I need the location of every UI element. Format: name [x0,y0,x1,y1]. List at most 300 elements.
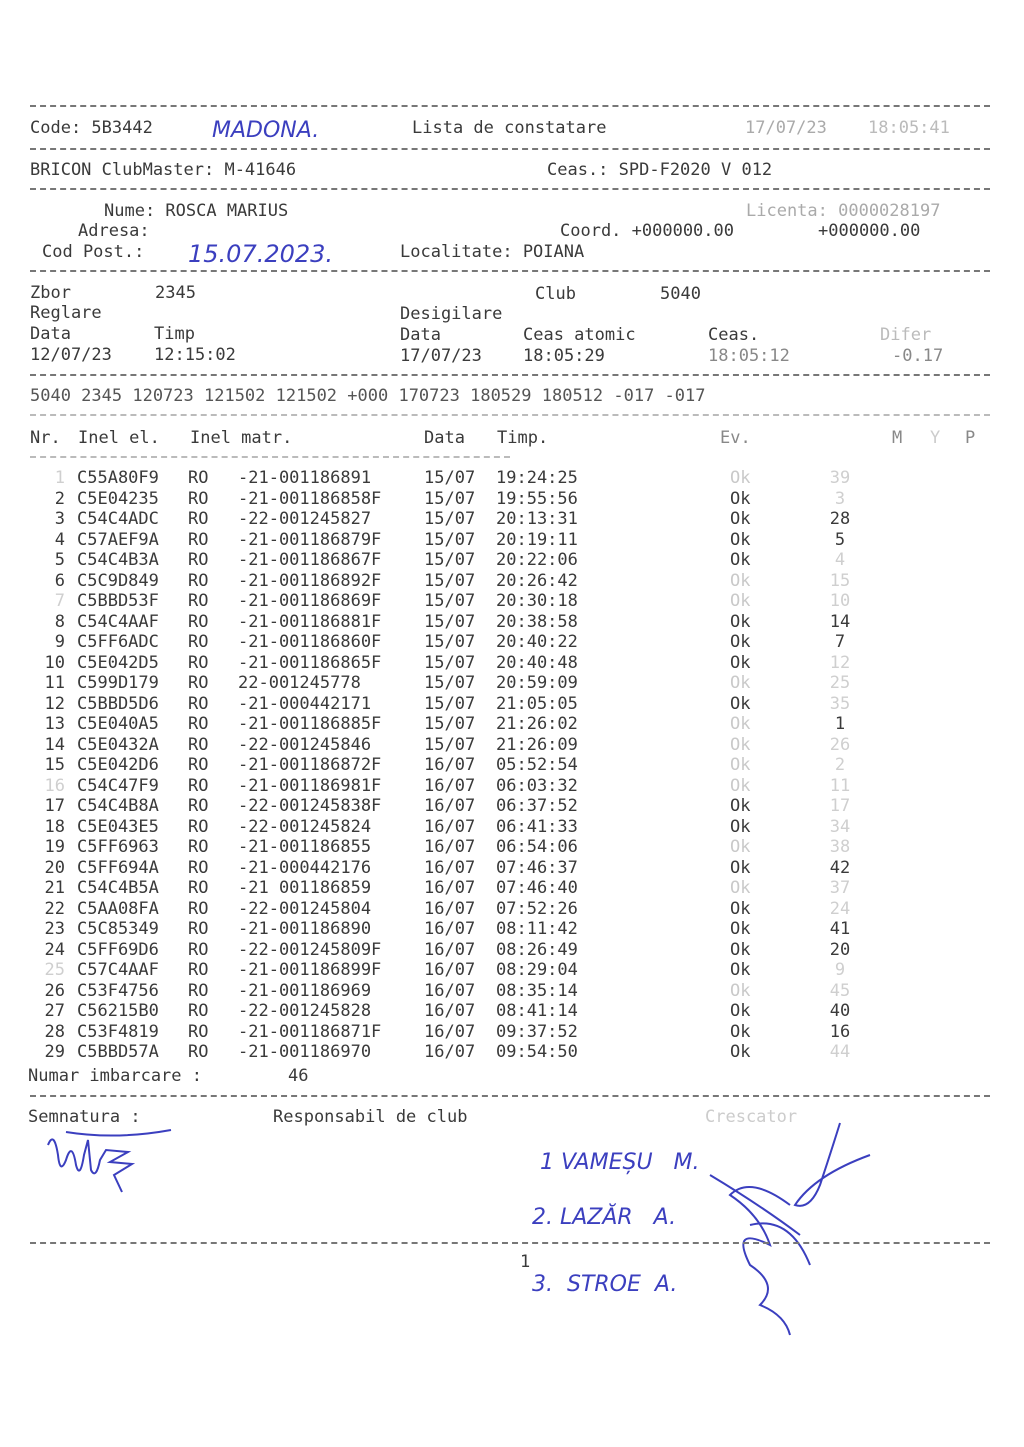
row-number: 26 [44,980,65,1001]
row-number: 18 [44,816,65,837]
arrival-time: 20:38:58 [496,611,578,632]
arrival-date: 15/07 [424,570,476,591]
electronic-ring: C57AEF9A [77,529,159,550]
club-label: Club [535,284,576,304]
row-number: 7 [54,591,65,611]
electronic-ring: C5E042D6 [77,755,159,775]
country-code: RO [188,1021,209,1042]
cod-post-label: Cod Post.: [42,242,145,262]
club-master: BRICON ClubMaster: M-41646 [30,160,297,180]
arrival-date: 15/07 [424,693,476,714]
arrival-time: 08:29:04 [496,960,578,980]
country-code: RO [188,468,209,488]
position-number: 39 [829,468,851,488]
row-number: 20 [44,857,65,878]
arrival-time: 20:30:18 [496,591,578,611]
timp-label: Timp [154,324,195,344]
table-row [40,571,940,592]
row-number: 9 [54,632,65,652]
event-status: Ok [730,1042,751,1062]
position-number: 10 [829,591,851,611]
ceas-atomic-label: Ceas atomic [523,325,636,345]
arrival-time: 06:37:52 [496,796,578,816]
row-number: 11 [44,673,65,693]
country-code: RO [188,796,209,816]
arrival-time: 20:19:11 [496,529,578,550]
arrival-time: 21:26:09 [496,734,578,755]
arrival-date: 16/07 [424,1021,476,1042]
event-status: Ok [730,529,751,550]
table-row [40,632,940,653]
arrival-date: 15/07 [424,468,476,488]
reglare-date: 12/07/23 [30,345,112,365]
desigilare-ceas-atomic: 18:05:29 [523,346,605,366]
ring-number: -21-001186969 [238,980,372,1001]
arrival-time: 20:13:31 [496,509,578,529]
coord-value-2: +000000.00 [818,221,921,241]
table-row [40,981,940,1002]
position-number: 38 [829,837,851,857]
results-table [40,468,940,1063]
arrival-date: 16/07 [424,898,476,919]
numar-imbarcare-label: Numar imbarcare : [28,1066,202,1086]
table-row [40,817,940,838]
row-number: 23 [44,919,65,939]
position-number: 35 [829,693,851,714]
country-code: RO [188,919,209,939]
row-number: 17 [44,796,65,816]
row-number: 16 [44,775,65,796]
table-row [40,919,940,940]
ring-number: -22-001245827 [238,509,372,529]
ring-number: -21-001186872F [238,755,382,775]
position-number: 5 [834,529,846,550]
arrival-date: 15/07 [424,673,476,693]
ring-number: -22-001245838F [238,796,382,816]
adresa-label: Adresa: [78,221,150,241]
country-code: RO [188,673,209,693]
table-row [40,468,940,489]
position-number: 2 [834,755,846,775]
semnatura-label: Semnatura : [28,1107,141,1127]
arrival-time: 06:41:33 [496,816,578,837]
arrival-date: 16/07 [424,919,476,939]
ring-number: -21-000442176 [238,857,372,878]
event-status: Ok [730,939,751,960]
header-time: 18:05:41 [868,118,950,138]
electronic-ring: C5E040A5 [77,714,159,734]
document-title: Lista de constatare [412,118,607,138]
arrival-time: 21:05:05 [496,693,578,714]
position-number: 9 [834,960,846,980]
country-code: RO [188,755,209,775]
electronic-ring: C54C4AAF [77,611,159,632]
arrival-time: 07:52:26 [496,898,578,919]
arrival-time: 09:37:52 [496,1021,578,1042]
arrival-time: 08:41:14 [496,1001,578,1021]
position-number: 42 [829,857,851,878]
table-row [40,776,940,797]
ceas-col-label: Ceas. [708,325,760,345]
col-y: Y [930,428,941,448]
table-row [40,550,940,571]
country-code: RO [188,939,209,960]
country-code: RO [188,693,209,714]
electronic-ring: C599D179 [77,673,159,693]
zbor-value: 2345 [155,283,196,303]
position-number: 45 [829,980,851,1001]
row-number: 13 [44,714,65,734]
position-number: 20 [829,939,851,960]
position-number: 17 [829,796,851,816]
arrival-date: 15/07 [424,714,476,734]
electronic-ring: C5E04235 [77,488,159,509]
table-row [40,735,940,756]
country-code: RO [188,632,209,652]
divider-2 [30,188,990,190]
country-code: RO [188,529,209,550]
witness-1: 1 VAMEȘU M. [540,1150,700,1175]
electronic-ring: C53F4756 [77,980,159,1001]
divider-1 [30,148,990,150]
table-row [40,878,940,899]
difer-label: Difer [880,325,932,345]
event-status: Ok [730,755,751,775]
desigilare-date: 17/07/23 [400,346,482,366]
arrival-time: 09:54:50 [496,1042,578,1062]
electronic-ring: C5AA08FA [77,898,159,919]
table-row [40,940,940,961]
event-status: Ok [730,591,751,611]
country-code: RO [188,1042,209,1062]
ring-number: -21-001186855 [238,837,372,857]
table-header-divider [30,456,510,458]
electronic-ring: C54C4B3A [77,550,159,570]
col-m: M [892,428,903,448]
country-code: RO [188,980,209,1001]
arrival-time: 07:46:37 [496,857,578,878]
arrival-time: 06:03:32 [496,775,578,796]
arrival-time: 08:11:42 [496,919,578,939]
event-status: Ok [730,693,751,714]
ring-number: -22-001245804 [238,898,372,919]
event-status: Ok [730,1021,751,1042]
club-value: 5040 [660,284,701,304]
table-row [40,591,940,612]
signature-semnatura [36,1120,186,1200]
country-code: RO [188,550,209,570]
event-status: Ok [730,550,751,570]
arrival-time: 20:26:42 [496,570,578,591]
position-number: 1 [834,714,846,734]
ring-number: -21-001186860F [238,632,382,652]
arrival-date: 16/07 [424,1001,476,1021]
arrival-date: 15/07 [424,632,476,652]
row-number: 1 [54,468,65,488]
arrival-time: 20:40:48 [496,652,578,673]
row-number: 15 [44,755,65,775]
ring-number: -21-001186970 [238,1042,372,1062]
ring-number: -21-001186891 [238,468,372,488]
arrival-date: 16/07 [424,878,476,898]
row-number: 19 [44,837,65,857]
arrival-time: 20:59:09 [496,673,578,693]
country-code: RO [188,714,209,734]
event-status: Ok [730,898,751,919]
event-status: Ok [730,919,751,939]
arrival-time: 19:55:56 [496,488,578,509]
event-status: Ok [730,878,751,898]
ring-number: 22-001245778 [238,673,361,693]
table-row [40,755,940,776]
arrival-time: 20:40:22 [496,632,578,652]
electronic-ring: C5C9D849 [77,570,159,591]
position-number: 44 [829,1042,851,1062]
arrival-date: 16/07 [424,960,476,980]
country-code: RO [188,488,209,509]
table-row [40,653,940,674]
table-row [40,509,940,530]
electronic-ring: C54C47F9 [77,775,159,796]
event-status: Ok [730,714,751,734]
row-number: 10 [44,652,65,673]
country-code: RO [188,960,209,980]
top-divider [30,105,990,107]
col-inel-el: Inel el. [78,428,160,448]
row-number: 3 [54,509,65,529]
event-status: Ok [730,734,751,755]
ring-number: -21-000442171 [238,693,372,714]
table-row [40,837,940,858]
arrival-date: 15/07 [424,591,476,611]
electronic-ring: C54C4B5A [77,878,159,898]
country-code: RO [188,898,209,919]
table-row [40,714,940,735]
ring-number: -21-001186899F [238,960,382,980]
ring-number: -21-001186981F [238,775,382,796]
event-status: Ok [730,775,751,796]
row-number: 8 [54,611,65,632]
electronic-ring: C54C4ADC [77,509,159,529]
ring-number: -21-001186890 [238,919,372,939]
arrival-date: 15/07 [424,611,476,632]
row-number: 29 [44,1042,65,1062]
position-number: 12 [829,652,851,673]
arrival-date: 16/07 [424,816,476,837]
electronic-ring: C5BBD57A [77,1042,159,1062]
arrival-time: 20:22:06 [496,550,578,570]
electronic-ring: C5FF6ADC [77,632,159,652]
ring-number: -21-001186865F [238,652,382,673]
bottom-divider [30,1242,990,1244]
table-row [40,694,940,715]
country-code: RO [188,857,209,878]
position-number: 37 [829,878,851,898]
ring-number: -21-001186867F [238,550,382,570]
electronic-ring: C5BBD53F [77,591,159,611]
country-code: RO [188,837,209,857]
electronic-ring: C57C4AAF [77,960,159,980]
row-number: 22 [44,898,65,919]
electronic-ring: C55A80F9 [77,468,159,488]
position-number: 34 [829,816,851,837]
position-number: 15 [829,570,851,591]
row-number: 12 [44,693,65,714]
arrival-date: 15/07 [424,488,476,509]
arrival-date: 16/07 [424,796,476,816]
electronic-ring: C53F4819 [77,1021,159,1042]
position-number: 11 [829,775,851,796]
table-row [40,1022,940,1043]
arrival-time: 08:26:49 [496,939,578,960]
row-number: 4 [54,529,65,550]
ring-number: -21-001186881F [238,611,382,632]
difer-value: -0.17 [892,346,944,366]
arrival-time: 06:54:06 [496,837,578,857]
event-status: Ok [730,796,751,816]
coord-label: Coord. +000000.00 [560,221,734,241]
position-number: 41 [829,919,851,939]
arrival-time: 05:52:54 [496,755,578,775]
table-row [40,858,940,879]
responsabil-label: Responsabil de club [273,1107,468,1127]
arrival-date: 15/07 [424,652,476,673]
event-status: Ok [730,857,751,878]
position-number: 7 [834,632,846,652]
arrival-date: 16/07 [424,837,476,857]
divider-4 [30,374,990,376]
event-status: Ok [730,570,751,591]
arrival-date: 16/07 [424,775,476,796]
handwritten-date: 15.07.2023. [188,240,334,268]
ring-number: -21-001186885F [238,714,382,734]
country-code: RO [188,611,209,632]
handwritten-name: MADONA. [212,118,320,143]
zbor-label: Zbor [30,283,71,303]
electronic-ring: C5FF694A [77,857,159,878]
row-number: 21 [44,878,65,898]
row-number: 25 [44,960,65,980]
country-code: RO [188,509,209,529]
event-status: Ok [730,652,751,673]
row-number: 28 [44,1021,65,1042]
licenta: Licenta: 0000028197 [746,201,941,221]
table-row [40,673,940,694]
country-code: RO [188,652,209,673]
col-ev: Ev. [720,428,751,448]
arrival-date: 16/07 [424,857,476,878]
table-row [40,796,940,817]
ring-number: -21-001186858F [238,488,382,509]
col-nr: Nr. [30,428,61,448]
row-number: 6 [54,570,65,591]
event-status: Ok [730,816,751,837]
col-inel-matr: Inel matr. [190,428,293,448]
electronic-ring: C56215B0 [77,1001,159,1021]
table-row [40,1042,940,1063]
table-row [40,899,940,920]
arrival-date: 16/07 [424,980,476,1001]
signature-crescator [690,1115,890,1345]
header-date: 17/07/23 [745,118,827,138]
witness-3: 3. STROE A. [532,1272,678,1297]
reglare-time: 12:15:02 [154,345,236,365]
numar-imbarcare-value: 46 [288,1066,309,1086]
data2-label: Data [400,325,441,345]
electronic-ring: C5E043E5 [77,816,159,837]
row-number: 5 [54,550,65,570]
desigilare-label: Desigilare [400,304,503,324]
electronic-ring: C5C85349 [77,919,159,939]
arrival-date: 15/07 [424,529,476,550]
event-status: Ok [730,837,751,857]
position-number: 26 [829,734,851,755]
position-number: 16 [829,1021,851,1042]
desigilare-ceas: 18:05:12 [708,346,790,366]
event-status: Ok [730,673,751,693]
position-number: 14 [829,611,851,632]
divider-5 [30,414,990,416]
arrival-time: 21:26:02 [496,714,578,734]
table-row [40,612,940,633]
ceas-label: Ceas.: SPD-F2020 V 012 [547,160,773,180]
data-label: Data [30,324,71,344]
row-number: 27 [44,1001,65,1021]
country-code: RO [188,878,209,898]
witness-2: 2. LAZĂR A. [532,1205,677,1230]
event-status: Ok [730,509,751,529]
arrival-time: 19:24:25 [496,468,578,488]
ring-number: -21-001186879F [238,529,382,550]
arrival-date: 16/07 [424,1042,476,1062]
position-number: 4 [834,550,846,570]
ring-number: -22-001245824 [238,816,372,837]
country-code: RO [188,816,209,837]
electronic-ring: C5E042D5 [77,652,159,673]
country-code: RO [188,570,209,591]
table-row [40,960,940,981]
position-number: 40 [829,1001,851,1021]
crescator-label: Crescator [705,1107,798,1127]
event-status: Ok [730,488,751,509]
localitate: Localitate: POIANA [400,242,585,262]
col-data: Data [424,428,465,448]
arrival-date: 15/07 [424,550,476,570]
country-code: RO [188,1001,209,1021]
row-number: 14 [44,734,65,755]
event-status: Ok [730,960,751,980]
arrival-date: 15/07 [424,509,476,529]
electronic-ring: C5FF6963 [77,837,159,857]
event-status: Ok [730,980,751,1001]
country-code: RO [188,775,209,796]
col-timp: Timp. [497,428,549,448]
table-row [40,530,940,551]
position-number: 25 [829,673,851,693]
row-number: 24 [44,939,65,960]
electronic-ring: C54C4B8A [77,796,159,816]
owner-name: Nume: ROSCA MARIUS [104,201,289,221]
ring-number: -21 001186859 [238,878,372,898]
arrival-time: 08:35:14 [496,980,578,1001]
arrival-date: 16/07 [424,939,476,960]
ring-number: -21-001186892F [238,570,382,591]
country-code: RO [188,734,209,755]
position-number: 24 [829,898,851,919]
arrival-date: 15/07 [424,734,476,755]
electronic-ring: C5BBD5D6 [77,693,159,714]
page-number: 1 [520,1252,531,1272]
